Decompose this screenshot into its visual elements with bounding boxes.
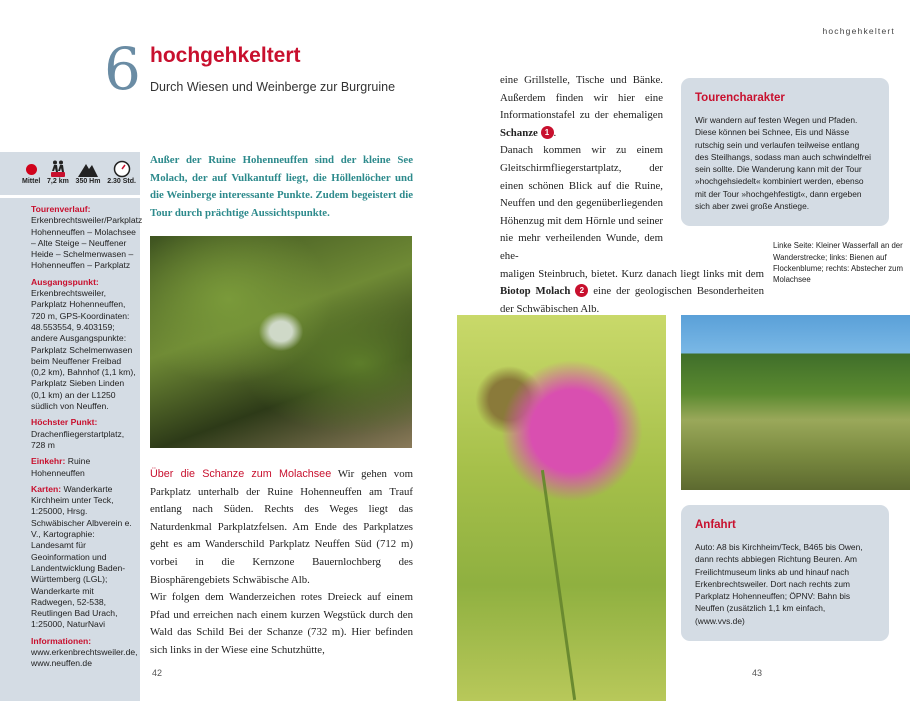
difficulty-dot-icon [26, 160, 37, 178]
fact-key: Informationen: [31, 635, 92, 646]
anfahrt-box [681, 505, 889, 641]
paragraph: Danach kommen wir zu einem Gleitschirmfliegerstartplatz, der einen schönen Blick auf die Ruine, Neuffen und den gegenüberliegenden Höhenzug mit dem Hörnle und seiner nie mehr verheilenden Wunde, dem ehe- [500, 144, 663, 262]
fact-value: Erkenbrechtsweiler/Parkplatz Hohenneuffen – Molachsee – Alte Steige – Neuffener Heide – Schelmenwasen – Hohenneuffen – Parkplatz [31, 215, 143, 271]
intro-text: Außer der Ruine Hohenneuffen sind der kleine See Molach, der auf Vulkantuff liegt, die Höllenlöcher und die Weinberge interessante Punkte. Zudem begeistert die Tour durch prächtige Aussichtspunkte. [150, 154, 413, 219]
box-title: Tourencharakter [695, 92, 785, 104]
fact-value: Drachenfliegerstartplatz, 728 m [31, 428, 125, 450]
stat-duration [107, 160, 136, 195]
box-title: Anfahrt [695, 519, 736, 531]
fact-value: Wanderkarte Kirchheim unter Teck, 1:25000, Hrsg. Schwäbischer Albverein e. V., Kartographie: Landesamt für Geoinformation und Landentwicklung Baden-Württemberg (LGL); Wanderkarte mit Radwegen, 52-538, Reutlingen Bad Urach, 1:25000, NaturNavi [31, 483, 132, 630]
fact-info [31, 636, 136, 670]
page-number-right: 43 [752, 668, 763, 678]
paragraph: eine Grillstelle, Tische und Bänke. Außerdem finden wir hier eine Informationstafel zu der ehemaligen [500, 74, 663, 122]
poi-schanze: Schanze [500, 126, 538, 139]
poi-biotop-molach: Biotop Molach [500, 285, 571, 298]
photo-caption: Linke Seite: Kleiner Wasserfall an der Wanderstrecke; links: Bienen auf Flockenblume; rechts: Abstecher zum Molachsee [773, 241, 904, 284]
paragraph: maligen Steinbruch, bietet. Kurz danach liegt links mit dem [500, 267, 764, 280]
stat-label: 7,2 km [47, 178, 69, 185]
chapter-title: hochgehkeltert [150, 44, 301, 67]
body-text-right-top [500, 72, 663, 266]
fact-maps [31, 484, 136, 631]
tourencharakter-box [681, 78, 889, 226]
fact-value: Erkenbrechtsweiler, Parkplatz Hohenneuffen, 720 m, GPS-Koordinaten: 48.553554, 9.403159; andere Ausgangspunkte: Parkplatz Schelmenwasen beim Neuffener Freibad (0,2 km), Bahnhof (1,1 km), Parkplatz Sieben Linden (0,1 km) an der L1250 südlich von Neuffen. [31, 288, 136, 412]
hikers-icon [48, 160, 68, 178]
paragraph: Wir gehen vom Parkplatz unterhalb der Ruine Hohenneuffen am Trauf entlang nach Süden. Rechts des Weges liegt das Naturdenkmal Parkplatzfelsen. Am Ende des Parkplatzes geht es am Wanderschild Parkplatz Neuffen Süd (712 m) vorbei in die Kernzone Bauernlochberg des Biosphärengebiets Schwäbische Alb. [150, 468, 414, 586]
mountain-icon [78, 160, 98, 178]
chapter-number: 6 [104, 35, 141, 103]
fact-key: Karten: [31, 483, 62, 494]
right-box-flow [681, 78, 910, 285]
stat-difficulty [22, 160, 40, 195]
left-page-flow [150, 466, 413, 678]
bee-flower-photo [457, 315, 666, 701]
fact-start [31, 277, 136, 413]
tour-stats [0, 152, 140, 198]
chapter-subtitle: Durch Wiesen und Weinberge zur Burgruine [150, 80, 396, 94]
tour-facts [31, 204, 143, 675]
fact-key: Ausgangspunkt: [31, 276, 99, 287]
fact-value: Ruine Hohenneuffen [31, 456, 91, 478]
fact-food [31, 456, 136, 479]
stat-distance [47, 160, 69, 195]
punct: . [553, 126, 557, 139]
body-text-left [150, 466, 413, 660]
fact-value: www.erkenbrechtsweiler.de, www.neuffen.de [31, 646, 138, 669]
stat-label: 350 Hm [75, 178, 101, 185]
paragraph: Wir folgen dem Wanderzeichen rotes Dreieck auf einem Pfad und erreichen nach einem kurzen Wegstück durch den Wald das Schild Bei der Schanze (732 m). Hier befinden sich links in der Wiese eine Schutzhütte, [150, 591, 413, 656]
fact-key: Höchster Punkt: [31, 417, 98, 428]
section-heading: Über die Schanze zum Molachsee [150, 468, 332, 480]
waterfall-photo [150, 236, 412, 448]
stat-elevation [76, 160, 101, 195]
fact-highest [31, 417, 136, 451]
clock-icon [113, 160, 131, 178]
fact-route [31, 204, 143, 272]
stat-label: Mittel [22, 178, 41, 185]
page-number-left: 42 [152, 667, 163, 678]
fact-key: Tourenverlauf: [31, 204, 91, 214]
molachsee-photo [681, 315, 910, 490]
box-text: Auto: A8 bis Kirchheim/Teck, B465 bis Owen, dann rechts abbiegen Richtung Beuren. Am Freilichtmuseum links ab und hinauf nach Erkenbrechtsweiler. Dort nach rechts zum Parkplatz Hohenneuffen; ÖPNV: Bahn bis Neuffen (zusätzlich 1,1 km einfach, (www.vvs.de) [695, 542, 863, 626]
stat-label: 2.30 Std. [107, 178, 136, 185]
running-header: hochgehkeltert [822, 26, 895, 36]
paragraph: eine der geologischen Besonderheiten der Schwäbischen Alb. [500, 285, 764, 315]
waypoint-badge-1: 1 [541, 126, 554, 139]
fact-key: Einkehr: [31, 456, 66, 467]
waypoint-badge-2: 2 [575, 284, 588, 297]
box-text: Wir wandern auf festen Wegen und Pfaden. Diese können bei Schnee, Eis und Nässe rutschig sein und verlaufen teilweise entlang des Steilhangs, sodass man auch schwindelfrei sein sollte. Die Wanderung kann mit der Tour »hochgehsiedelt« kombiniert werden, ebenso mit der Tour »hochgehfestigt«, dann ergeben sich aber zwei große Anstiege. [695, 115, 871, 212]
